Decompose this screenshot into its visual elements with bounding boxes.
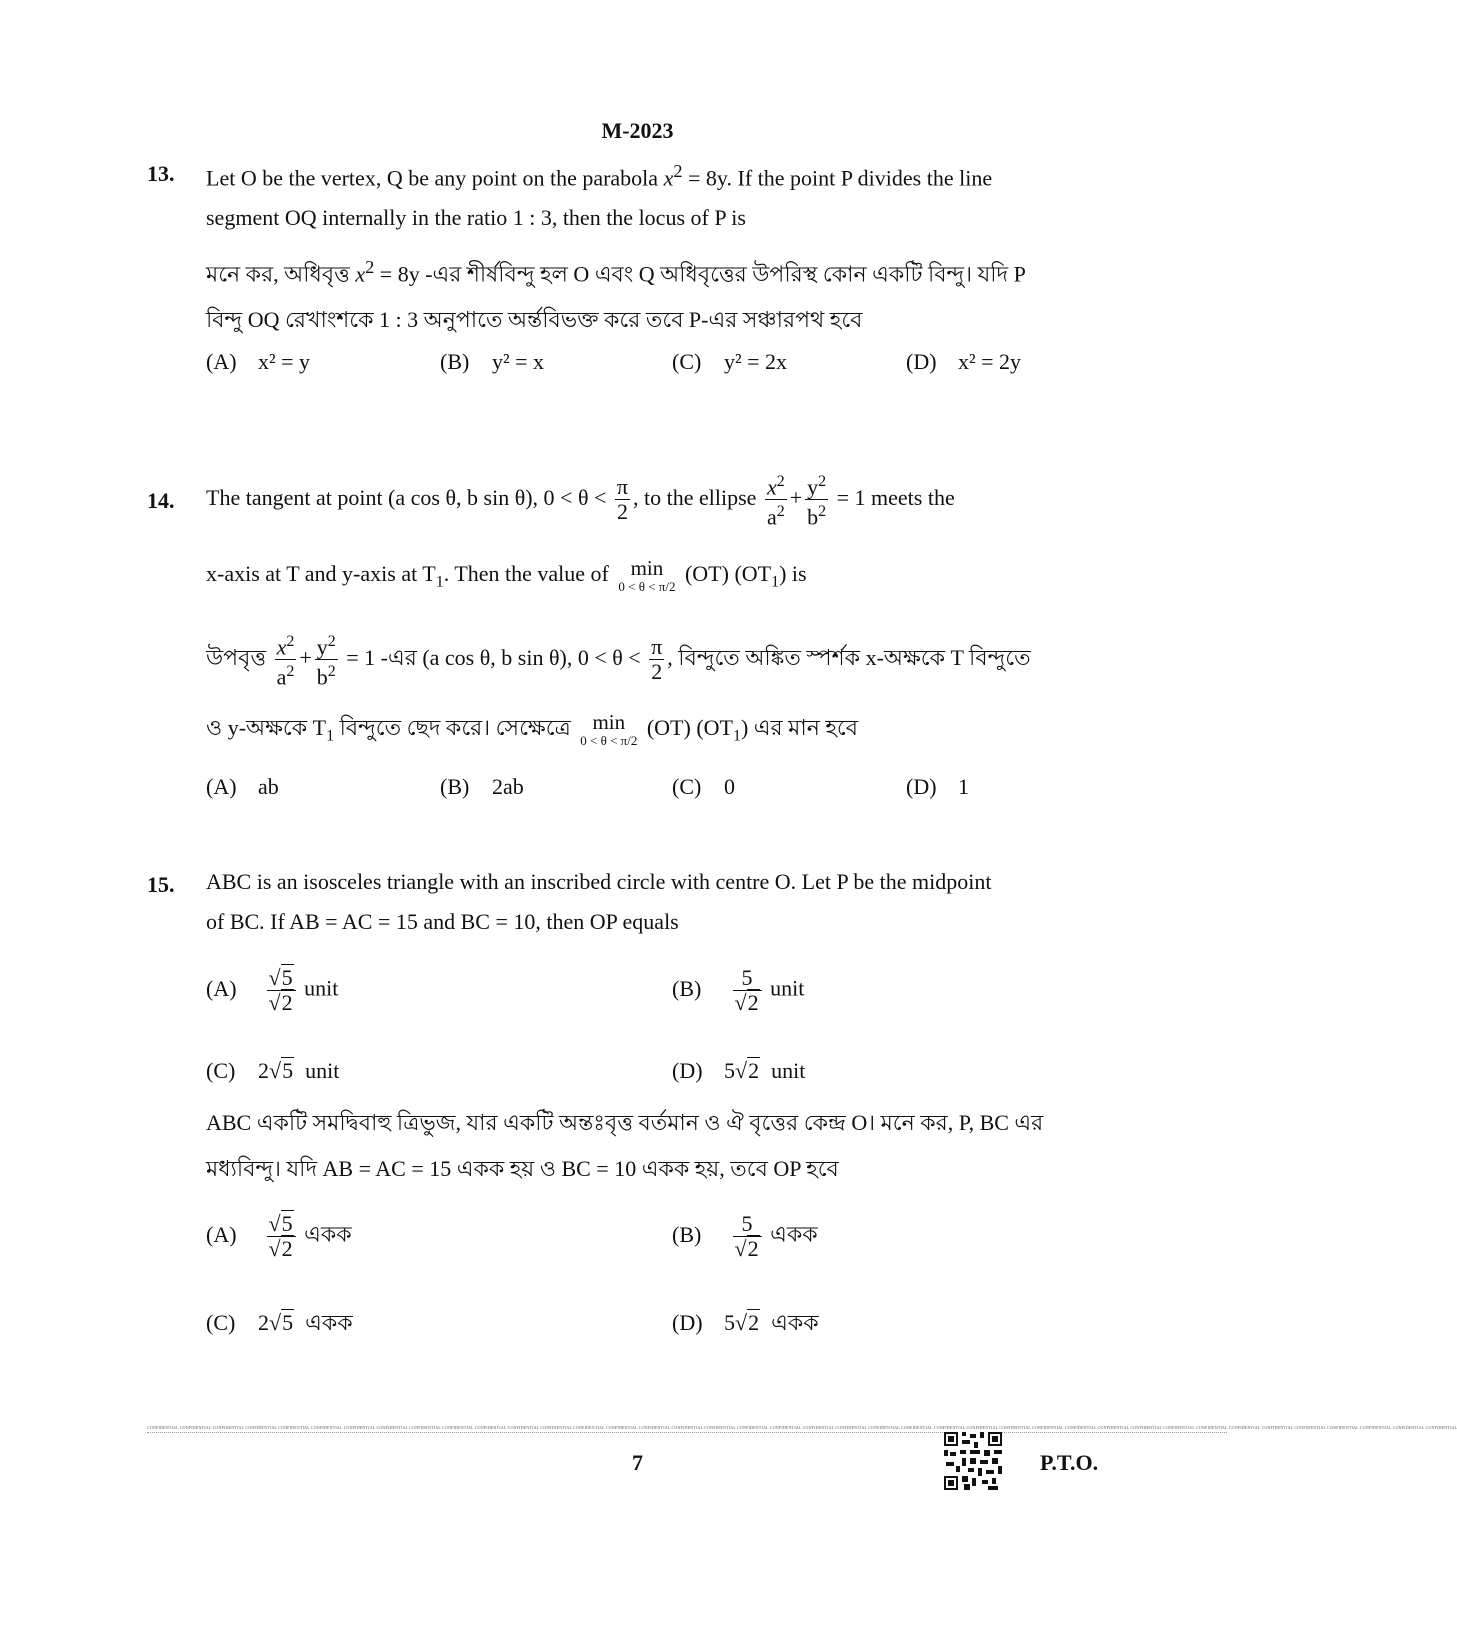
question-14-number: 14.: [147, 488, 175, 513]
confidential-strip: CONFIDENTIAL CONFIDENTIAL CONFIDENTIAL CONFIDENTIAL CONFIDENTIAL CONFIDENTIAL CONFIDENTIAL CONFIDENTIAL CONFIDENTIAL CONFIDENTIAL CONFIDENTIAL CONFIDENTIAL CONFIDENTIAL CONFIDENTIAL CONFIDENTIAL CONFIDENTIAL CONFIDENTIAL CONFIDENTIAL CONFIDENTIAL CONFIDENTIAL CONFIDENTIAL CONFIDENTIAL CONFIDENTIAL CONFIDENTIAL CONFIDENTIAL CONFIDENTIAL CONFIDENTIAL CONFIDENTIAL CONFIDENTIAL CONFIDENTIAL CONFIDENTIAL CONFIDENTIAL CONFIDENTIAL CONFIDENTIAL CONFIDENTIAL CONFIDENTIAL CONFIDENTIAL CONFIDENTIAL CONFIDENTIAL CONFIDENTIAL: [147, 1424, 1227, 1433]
q15-en-line2: of BC. If AB = AC = 15 and BC = 10, then OP equals: [206, 909, 679, 934]
y2-over-b2-fraction: $\frac{y^2}{b^2}$: [805, 470, 828, 530]
q15-bn-line1: ABC একটি সমদ্বিবাহু ত্রিভুজ, যার একটি অন্তঃবৃত্ত বর্তমান ও ঐ বৃত্তের কেন্দ্র O। মনে কর, P, BC এর: [206, 1110, 1044, 1135]
q15-option-d-bn[interactable]: (D) 5√2 একক: [672, 1310, 819, 1335]
qr-code-icon: [944, 1432, 1002, 1490]
q15-option-a-bn[interactable]: (A) $\frac{√5}{√2}$ একক: [206, 1211, 352, 1261]
min-operator: min 0 < θ < π/2: [618, 555, 676, 594]
q15-bn-line2: মধ্যবিন্দু। যদি AB = AC = 15 একক হয় ও BC = 10 একক হয়, তবে OP হবে: [206, 1156, 839, 1181]
q13-option-d[interactable]: (D) x² = 2y: [906, 349, 1022, 374]
paper-code: M-2023: [601, 118, 674, 143]
question-13-english: Let O be the vertex, Q be any point on the parabola $x^2 = 8y$. If the point P divides the line segment OQ internally in the ratio 1 : 3, then the locus of P is: [206, 151, 1106, 238]
q13-en-line1-post: = 8y. If the point P divides the line: [682, 165, 993, 191]
q15-option-b-en[interactable]: (B) $\frac{5}{√2}$ unit: [672, 965, 805, 1015]
question-15-english: [206, 862, 1106, 942]
please-turn-over: P.T.O.: [1040, 1450, 1099, 1475]
q13-option-a[interactable]: (A) x² = y: [206, 349, 311, 374]
q15-option-a-en[interactable]: (A) $\frac{√5}{√2}$ unit: [206, 965, 339, 1015]
q13-bn-line2: বিন্দু OQ রেখাংশকে 1 : 3 অনুপাতে অর্ন্তবিভক্ত করে তবে P-এর সঞ্চারপথ হবে: [206, 307, 863, 333]
q15-option-b-bn[interactable]: (B) $\frac{5}{√2}$ একক: [672, 1211, 818, 1261]
x2-over-a2-fraction: $\frac{x^2}{a^2}$: [765, 470, 787, 530]
q14-en-line2: x-axis at T and y-axis at $T_1$. Then the value of min 0 < θ < π/2 (OT) $(OT_1)$ is: [206, 555, 807, 594]
q13-en-line1-pre: Let O be the vertex, Q be any point on the parabola: [206, 165, 664, 191]
q15-en-line1: ABC is an isosceles triangle with an inscribed circle with centre O. Let P be the midpoint: [206, 869, 992, 894]
q14-option-d[interactable]: (D) 1: [906, 774, 969, 799]
q13-bn-line1-post: = 8y -এর শীর্ষবিন্দু হল O এবং Q অধিবৃত্তের উপরিস্থ কোন একটি বিন্দু। যদি P: [374, 261, 1026, 287]
q15-option-c-en[interactable]: (C) 2√5 unit: [206, 1058, 340, 1083]
question-15-bengali: [206, 1100, 1106, 1192]
q13-option-c[interactable]: (C) y² = 2x: [672, 349, 788, 374]
q15-option-d-en[interactable]: (D) 5√2 unit: [672, 1058, 806, 1083]
q14-bn-line1: উপবৃত্ত $\frac{x^2}{a^2}$ + $\frac{y^2}{b^2}$ = 1 -এর (a cos θ, b sin θ), 0 < θ < $\frac{\pi}{2}$ , বিন্দুতে অঙ্কিত স্পর্শক x-অক্ষকে T বিন্দুতে: [206, 628, 1126, 690]
q13-en-line2: segment OQ internally in the ratio 1 : 3, then the locus of P is: [206, 205, 746, 231]
x2-over-a2-fraction-bn: $\frac{x^2}{a^2}$: [275, 630, 297, 690]
question-13-bengali: মনে কর, অধিবৃত্ত $x^2 = 8y$ -এর শীর্ষবিন্দু হল O এবং Q অধিবৃত্তের উপরিস্থ কোন একটি বিন্দু। যদি P বিন্দু OQ রেখাংশকে 1 : 3 অনুপাতে অর্ন্তবিভক্ত করে তবে P-এর সঞ্চারপথ হবে: [206, 244, 1106, 343]
question-15-number: 15.: [147, 872, 175, 897]
y2-over-b2-fraction-bn: $\frac{y^2}{b^2}$: [315, 630, 338, 690]
q13-option-b[interactable]: (B) y² = x: [440, 349, 545, 374]
q13-bn-line1-pre: মনে কর, অধিবৃত্ত: [206, 261, 356, 287]
q14-option-c[interactable]: (C) 0: [672, 774, 735, 799]
q14-en-line1: The tangent at point (a cos θ, b sin θ), 0 < θ < $\frac{\pi}{2}$ , to the ellipse $\frac{x^2}{a^2}$ + $\frac{y^2}{b^2}$ = 1 meets the: [206, 468, 1126, 530]
min-operator-bn: min 0 < θ < π/2: [580, 709, 638, 748]
pi-over-2-fraction: $\frac{\pi}{2}$: [616, 474, 629, 525]
q14-bn-line2: ও y-অক্ষকে $T_1$ বিন্দুতে ছেদ করে। সেক্ষেত্রে min 0 < θ < π/2 (OT) $(OT_1)$ এর মান হবে: [206, 709, 859, 748]
pi-over-2-fraction-bn: $\frac{\pi}{2}$: [651, 634, 663, 685]
q14-option-b[interactable]: (B) 2ab: [440, 774, 524, 799]
q14-option-a[interactable]: (A) ab: [206, 774, 279, 799]
page-number: 7: [632, 1450, 643, 1475]
question-13-number: 13.: [147, 161, 175, 186]
q15-option-c-bn[interactable]: (C) 2√5 একক: [206, 1310, 353, 1335]
